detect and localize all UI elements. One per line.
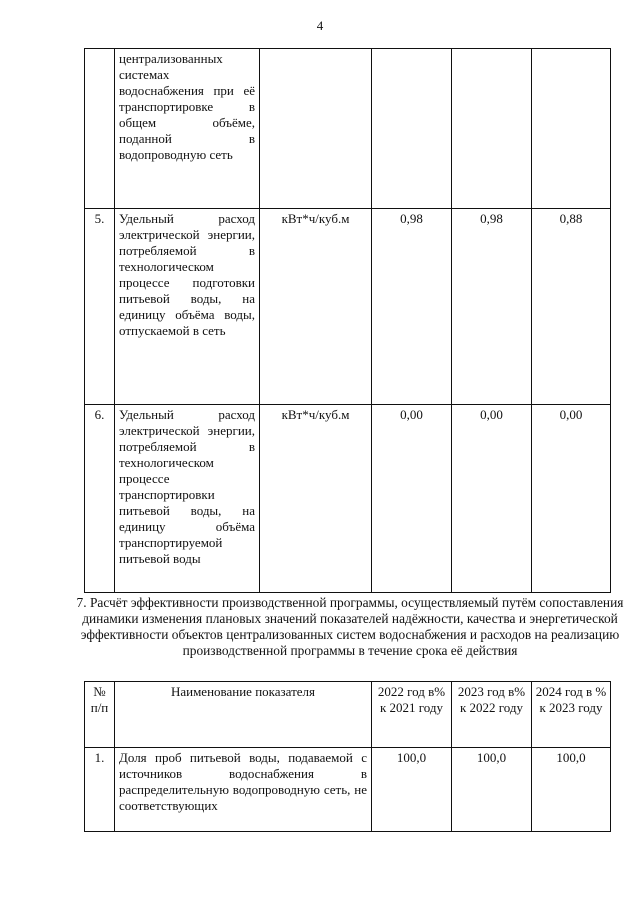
table-row	[85, 748, 611, 832]
value-2022: 100,0	[372, 748, 452, 832]
value-2023: 100,0	[452, 748, 532, 832]
section-heading: 7. Расчёт эффективности производственной программы, осуществляемый путём сопоставления динамики изменения плановых значений показателей надёжности, качества и энергетической эффективности объектов централизованных систем водоснабжения и расходов на реализацию производственной программы в течение срока её действия	[76, 595, 624, 658]
header-2022: 2022 год в% к 2021 году	[372, 682, 452, 748]
value-2022: 0,00	[372, 405, 452, 593]
indicator-name: Удельный расход электрической энергии, потребляемой в технологическом процессе подготовки питьевой воды, на единицу объёма воды, отпускаемой в сеть	[115, 209, 260, 405]
header-2023: 2023 год в% к 2022 году	[452, 682, 532, 748]
header-2024: 2024 год в % к 2023 году	[532, 682, 611, 748]
value-2023: 0,98	[452, 209, 532, 405]
indicator-name: централизованных системах водоснабжения при её транспортировке в общем объёме, поданной в водопроводную сеть	[115, 49, 260, 209]
value-2022	[372, 49, 452, 209]
table-row	[85, 209, 611, 405]
indicator-unit	[260, 49, 372, 209]
value-2024: 100,0	[532, 748, 611, 832]
page-number: 4	[316, 18, 324, 33]
value-2023: 0,00	[452, 405, 532, 593]
table-header-row	[85, 682, 611, 748]
efficiency-table	[84, 681, 611, 832]
row-number: 1.	[85, 748, 115, 832]
row-number	[85, 49, 115, 209]
value-2024: 0,88	[532, 209, 611, 405]
table-row	[85, 49, 611, 209]
value-2024	[532, 49, 611, 209]
value-2022: 0,98	[372, 209, 452, 405]
row-number: 5.	[85, 209, 115, 405]
table-row	[85, 405, 611, 593]
header-num: № п/п	[85, 682, 115, 748]
header-name: Наименование показателя	[115, 682, 372, 748]
indicator-name: Доля проб питьевой воды, подаваемой с источников водоснабжения в распределительную водопроводную сеть, не соответствующих	[115, 748, 372, 832]
value-2024: 0,00	[532, 405, 611, 593]
value-2023	[452, 49, 532, 209]
indicator-unit: кВт*ч/куб.м	[260, 405, 372, 593]
indicators-table	[84, 48, 611, 593]
indicator-unit: кВт*ч/куб.м	[260, 209, 372, 405]
indicator-name: Удельный расход электрической энергии, потребляемой в технологическом процессе транспортировки питьевой воды, на единицу объёма транспортируемой питьевой воды	[115, 405, 260, 593]
row-number: 6.	[85, 405, 115, 593]
